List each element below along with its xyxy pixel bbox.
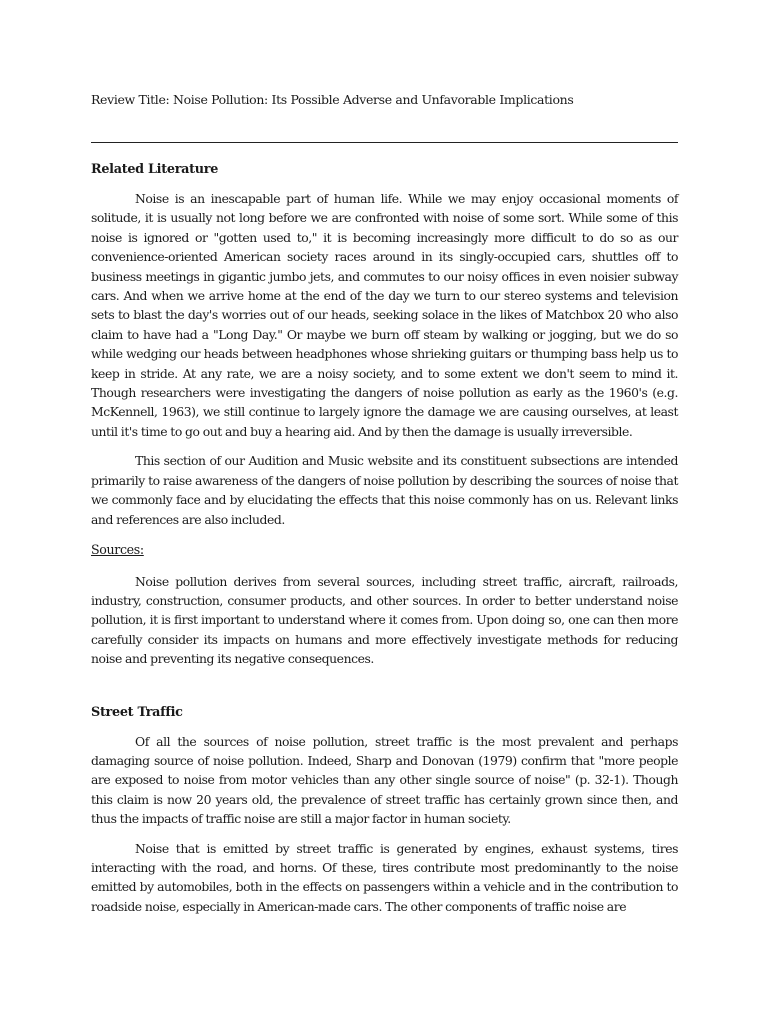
section-heading-related-literature: Related Literature	[91, 162, 219, 177]
paragraph: Of all the sources of noise pollution, street traffic is the most prevalent and perhaps damaging source of noise pollution. Indeed, Sharp and Donovan (1979) confirm that "more people are exposed to noise from motor vehicles than any other single source of noise" (p. 32-1). Though this claim is now 20 years old, the prevalence of street traffic has certainly grown since then, and thus the impacts of traffic noise are still a major factor in human society.	[91, 733, 678, 827]
paragraph: Noise pollution derives from several sources, including street traffic, aircraft, railroads, industry, construction, consumer products, and other sources. In order to better understand noise pollution, it is first important to understand where it comes from. Upon doing so, one can then more carefully consider its impacts on humans and more effectively investigate methods for reducing noise and preventing its negative consequences.	[91, 573, 678, 667]
title-divider	[91, 142, 678, 143]
document-body	[91, 160, 678, 916]
review-title: Review Title: Noise Pollution: Its Possible Adverse and Unfavorable Implications	[91, 92, 574, 107]
section-label-sources: Sources:	[91, 541, 144, 557]
paragraph: This section of our Audition and Music website and its constituent subsections are intended primarily to raise awareness of the dangers of noise pollution by describing the sources of noise that we commonly face and by elucidating the effects that this noise commonly has on us. Relevant links and references are also included.	[91, 453, 678, 527]
paragraph: Noise that is emitted by street traffic is generated by engines, exhaust systems, tires interacting with the road, and horns. Of these, tires contribute most predominantly to the noise emitted by automobiles, both in the effects on passengers within a vehicle and in the contribution to roadside noise, especially in American-made cars. The other components of traffic noise are	[91, 840, 678, 914]
paragraph: Noise is an inescapable part of human life. While we may enjoy occasional moments of solitude, it is usually not long before we are confronted with noise of some sort. While some of this noise is ignored or "gotten used to," it is becoming increasingly more difficult to do so as our convenience-oriented American society races around in its singly-occupied cars, shuttles off to business meetings in gigantic jumbo jets, and commutes to our noisy offices in even noisier subway cars. And when we arrive home at the end of the day we turn to our stereo systems and television sets to blast the day's worries out of our heads, seeking solace in the likes of Matchbox 20 who also claim to have had a "Long Day." Or maybe we burn off steam by walking or jogging, but we do so while wedging our heads between headphones whose shrieking guitars or thumping bass help us to keep in stride. At any rate, we are a noisy society, and to some extent we don't seem to mind it. Though researchers were investigating the dangers of noise pollution as early as the 1960's (e.g. McKennell, 1963), we still continue to largely ignore the damage we are causing ourselves, at least until it's time to go out and buy a hearing aid. And by then the damage is usually irreversible.	[91, 191, 678, 439]
section-heading-street-traffic: Street Traffic	[91, 704, 183, 720]
